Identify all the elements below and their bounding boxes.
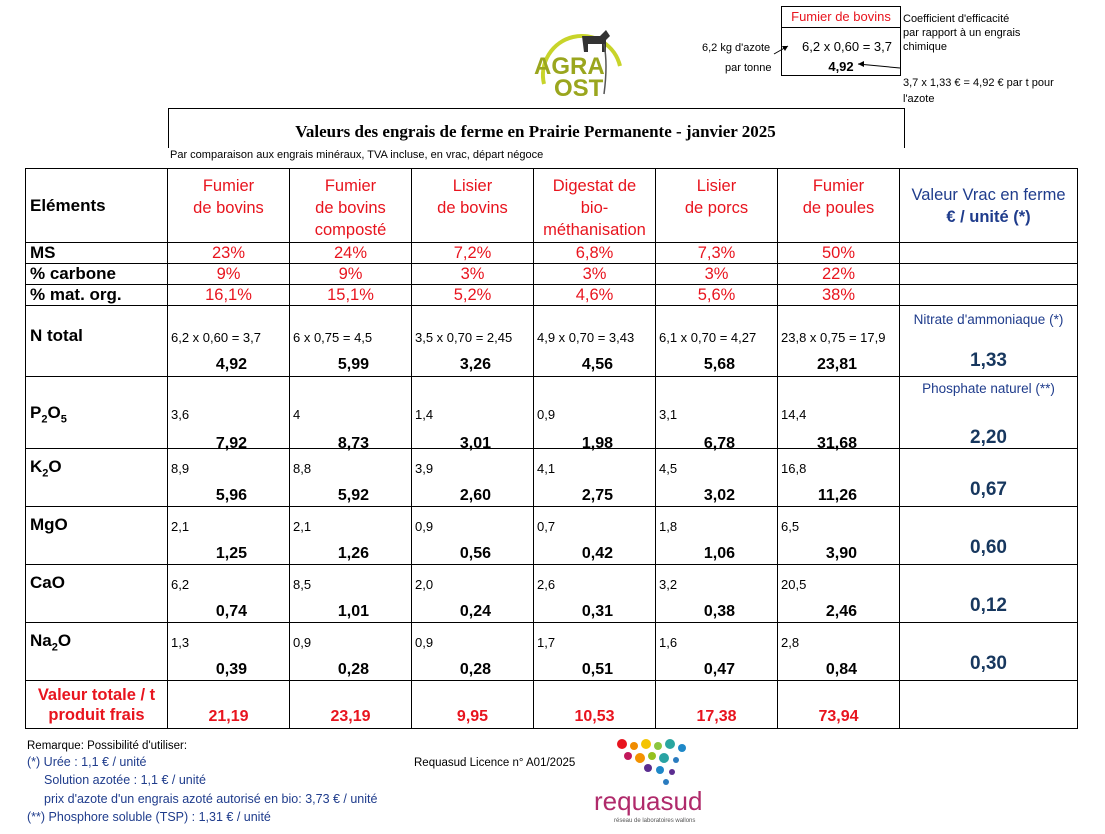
value: 11,26 xyxy=(817,487,857,504)
value: 0,51 xyxy=(581,661,613,678)
nutrient-row xyxy=(26,306,1078,377)
formula: 0,9 xyxy=(293,635,312,650)
value: 23,81 xyxy=(816,356,857,373)
ref-label: Phosphate naturel (**) xyxy=(922,381,1055,396)
formula: 23,8 x 0,75 = 17,9 xyxy=(781,330,886,345)
value: 1,26 xyxy=(337,545,369,562)
pct-cell: 9% xyxy=(290,264,412,285)
pct-cell: 38% xyxy=(778,285,900,306)
ref-empty xyxy=(900,681,1078,729)
value: 31,68 xyxy=(816,435,857,452)
formula: 2,1 xyxy=(293,519,312,534)
nutrient-cell xyxy=(168,623,290,681)
ost-text: OST xyxy=(554,75,604,102)
formula: 0,9 xyxy=(415,519,434,534)
value: 4,92 xyxy=(215,356,247,373)
nutrient-row xyxy=(26,449,1078,507)
formula: 1,8 xyxy=(659,519,678,534)
example-note-l2: par rapport à un engrais xyxy=(903,27,1021,39)
nutrient-cell xyxy=(290,623,412,681)
requasud-text: requasud xyxy=(594,786,703,816)
example-note-l3: chimique xyxy=(903,41,948,53)
nutrient-cell xyxy=(534,507,656,565)
formula: 14,4 xyxy=(781,407,807,422)
value: 1,06 xyxy=(703,545,735,562)
row-label: % carbone xyxy=(26,264,168,285)
page-subtitle: Par comparaison aux engrais minéraux, TVA incluse, en vrac, départ négoce xyxy=(170,149,544,161)
nutrient-cell xyxy=(778,565,900,623)
total-cell: 21,19 xyxy=(168,681,290,729)
formula: 2,8 xyxy=(781,635,800,650)
row-label: MS xyxy=(26,243,168,264)
example-note-l1: Coefficient d'efficacité xyxy=(903,13,1010,25)
col-header-4: Lisier de porcs xyxy=(656,169,778,243)
nutrient-label: N total xyxy=(26,306,168,377)
row-label: % mat. org. xyxy=(26,285,168,306)
formula: 4,9 x 0,70 = 3,43 xyxy=(537,330,635,345)
value: 0,39 xyxy=(215,661,247,678)
value: 2,60 xyxy=(459,487,491,504)
pct-cell: 24% xyxy=(290,243,412,264)
footer-l2: Solution azotée : 1,1 € / unité xyxy=(44,773,206,787)
footer-l1: (*) Urée : 1,1 € / unité xyxy=(27,755,147,769)
value: 0,47 xyxy=(703,661,735,678)
formula: 6,2 xyxy=(171,577,190,592)
value: 0,42 xyxy=(581,545,613,562)
example-below-l1: 3,7 x 1,33 € = 4,92 € par t pour xyxy=(903,77,1054,89)
formula: 8,8 xyxy=(293,461,312,476)
total-cell: 17,38 xyxy=(656,681,778,729)
nutrient-cell xyxy=(534,377,656,452)
formula: 6,1 x 0,70 = 4,27 xyxy=(659,330,757,345)
formula: 3,6 xyxy=(171,407,190,422)
nutrient-label: $Na_2O$ xyxy=(26,623,168,681)
nutrient-cell xyxy=(412,623,534,681)
header-row xyxy=(26,169,1078,243)
formula: 4,1 xyxy=(537,461,556,476)
pct-cell: 5,2% xyxy=(412,285,534,306)
nutrient-cell xyxy=(168,565,290,623)
formula: 6 x 0,75 = 4,5 xyxy=(293,330,373,345)
pct-cell: 5,6% xyxy=(656,285,778,306)
nutrient-cell xyxy=(412,306,534,377)
nutrient-cell xyxy=(412,377,534,452)
requasud-logo xyxy=(588,738,723,828)
formula: 2,1 xyxy=(171,519,190,534)
formula: 4,5 xyxy=(659,461,678,476)
example-left-l2: par tonne xyxy=(725,62,772,74)
value: 2,75 xyxy=(581,487,613,504)
value: 0,28 xyxy=(337,661,369,678)
nutrient-cell xyxy=(290,565,412,623)
footer-l4: (**) Phosphore soluble (TSP) : 1,31 € / unité xyxy=(27,810,271,824)
pct-cell: 4,6% xyxy=(534,285,656,306)
nutrient-cell xyxy=(656,507,778,565)
pct-cell: 23% xyxy=(168,243,290,264)
ref-value: 2,20 xyxy=(970,427,1007,448)
formula: 1,7 xyxy=(537,635,556,650)
total-cell: 73,94 xyxy=(778,681,900,729)
nutrient-row xyxy=(26,565,1078,623)
ref-value: 0,12 xyxy=(970,595,1007,616)
nutrient-cell xyxy=(412,449,534,507)
nutrient-cell xyxy=(534,449,656,507)
requasud-tagline: réseau de laboratoires wallons xyxy=(614,818,696,824)
nutrient-cell xyxy=(168,507,290,565)
nutrient-cell xyxy=(290,507,412,565)
value: 0,38 xyxy=(703,603,735,620)
value: 6,78 xyxy=(703,435,735,452)
ref-header: Valeur Vrac en ferme € / unité (*) xyxy=(900,169,1078,243)
pct-row xyxy=(26,264,1078,285)
nutrient-cell xyxy=(290,306,412,377)
pct-cell: 6,8% xyxy=(534,243,656,264)
ref-value: 0,30 xyxy=(970,653,1007,674)
value: 0,28 xyxy=(459,661,491,678)
formula: 3,9 xyxy=(415,461,434,476)
value: 0,74 xyxy=(215,603,247,620)
value: 0,84 xyxy=(825,661,857,678)
col-header-1: Fumier de bovins composté xyxy=(290,169,412,243)
nutrient-cell xyxy=(168,306,290,377)
col-header-2: Lisier de bovins xyxy=(412,169,534,243)
nutrient-cell xyxy=(534,306,656,377)
pct-cell: 16,1% xyxy=(168,285,290,306)
nutrient-cell xyxy=(656,377,778,452)
totals-label: Valeur totale / t produit frais xyxy=(26,681,168,729)
nutrient-cell xyxy=(168,377,290,452)
nutrient-cell xyxy=(656,306,778,377)
formula: 20,5 xyxy=(781,577,807,592)
value: 1,01 xyxy=(337,603,369,620)
example-arrows xyxy=(760,40,910,80)
pct-row xyxy=(26,285,1078,306)
value: 1,98 xyxy=(581,435,613,452)
formula: 4 xyxy=(293,407,301,422)
value: 2,46 xyxy=(825,603,857,620)
fertilizer-table xyxy=(25,168,1078,729)
formula: 16,8 xyxy=(781,461,807,476)
example-result: 4,92 xyxy=(828,59,854,74)
page-title: Valeurs des engrais de ferme en Prairie Permanente - janvier 2025 xyxy=(295,122,776,141)
value: 7,92 xyxy=(215,435,247,452)
ref-value-cell xyxy=(900,306,1078,377)
formula: 8,5 xyxy=(293,577,312,592)
formula: 2,6 xyxy=(537,577,556,592)
formula: 6,5 xyxy=(781,519,800,534)
ref-value-cell xyxy=(900,507,1078,565)
footer-remark: Remarque: Possibilité d'utiliser: xyxy=(27,740,188,752)
pct-cell: 3% xyxy=(412,264,534,285)
footer-l3: prix d'azote d'un engrais azoté autorisé en bio: 3,73 € / unité xyxy=(44,792,378,806)
value: 0,56 xyxy=(459,545,491,562)
formula: 0,7 xyxy=(537,519,556,534)
value: 5,96 xyxy=(215,487,247,504)
ref-empty xyxy=(900,243,1078,264)
nutrient-cell xyxy=(778,449,900,507)
formula: 1,4 xyxy=(415,407,434,422)
pct-cell: 7,3% xyxy=(656,243,778,264)
nutrient-label: $K_2O$ xyxy=(26,449,168,507)
ref-value-cell xyxy=(900,623,1078,681)
pct-cell: 9% xyxy=(168,264,290,285)
ref-empty xyxy=(900,264,1078,285)
nutrient-cell xyxy=(534,565,656,623)
totals-row xyxy=(26,681,1078,729)
nutrient-cell xyxy=(778,377,900,452)
nutrient-cell xyxy=(656,565,778,623)
nutrient-cell xyxy=(290,377,412,452)
col-header-0: Fumier de bovins xyxy=(168,169,290,243)
formula: 3,5 x 0,70 = 2,45 xyxy=(415,330,513,345)
formula: 0,9 xyxy=(537,407,556,422)
example-below-l2: l'azote xyxy=(903,93,935,105)
formula: 0,9 xyxy=(415,635,434,650)
value: 5,99 xyxy=(337,356,369,373)
nutrient-cell xyxy=(778,623,900,681)
agra-ost-logo xyxy=(524,14,634,104)
ref-value-cell xyxy=(900,377,1078,449)
nutrient-cell xyxy=(778,306,900,377)
ref-value: 0,60 xyxy=(970,537,1007,558)
nutrient-row xyxy=(26,377,1078,449)
nutrient-cell xyxy=(656,623,778,681)
value: 1,25 xyxy=(215,545,247,562)
example-calc: 6,2 x 0,60 = 3,7 xyxy=(802,39,892,54)
formula: 2,0 xyxy=(415,577,434,592)
agra-text: AGRA xyxy=(534,53,605,80)
licence-text: Requasud Licence n° A01/2025 xyxy=(414,757,576,769)
formula: 1,3 xyxy=(171,635,190,650)
nutrient-cell xyxy=(412,507,534,565)
formula: 3,1 xyxy=(659,407,678,422)
example-left-l1: 6,2 kg d'azote xyxy=(702,42,771,54)
nutrient-cell xyxy=(778,507,900,565)
value: 3,26 xyxy=(459,356,491,373)
pct-cell: 22% xyxy=(778,264,900,285)
nutrient-cell xyxy=(534,623,656,681)
nutrient-cell xyxy=(656,449,778,507)
value: 3,01 xyxy=(459,435,491,452)
total-cell: 9,95 xyxy=(412,681,534,729)
value: 5,68 xyxy=(703,356,735,373)
ref-value: 0,67 xyxy=(970,479,1007,500)
formula: 3,2 xyxy=(659,577,678,592)
ref-empty xyxy=(900,285,1078,306)
nutrient-cell xyxy=(168,449,290,507)
value: 8,73 xyxy=(337,435,369,452)
formula: 6,2 x 0,60 = 3,7 xyxy=(171,330,261,345)
example-header: Fumier de bovins xyxy=(782,7,900,28)
value: 0,31 xyxy=(581,603,613,620)
nutrient-label: $P_2O_5$ xyxy=(26,377,168,449)
elements-label: Eléments xyxy=(26,169,168,243)
pct-cell: 3% xyxy=(534,264,656,285)
nutrient-row xyxy=(26,507,1078,565)
ref-label: Nitrate d'ammoniaque (*) xyxy=(913,312,1064,327)
col-header-5: Fumier de poules xyxy=(778,169,900,243)
nutrient-label: CaO xyxy=(26,565,168,623)
nutrient-cell xyxy=(290,449,412,507)
total-cell: 23,19 xyxy=(290,681,412,729)
total-cell: 10,53 xyxy=(534,681,656,729)
pct-cell: 15,1% xyxy=(290,285,412,306)
pct-cell: 7,2% xyxy=(412,243,534,264)
col-header-3: Digestat de bio- méthanisation xyxy=(534,169,656,243)
value: 5,92 xyxy=(337,487,369,504)
nutrient-row xyxy=(26,623,1078,681)
value: 3,90 xyxy=(825,545,857,562)
formula: 1,6 xyxy=(659,635,678,650)
ref-value-cell xyxy=(900,565,1078,623)
value: 3,02 xyxy=(703,487,735,504)
pct-cell: 3% xyxy=(656,264,778,285)
pct-cell: 50% xyxy=(778,243,900,264)
value: 0,24 xyxy=(459,603,491,620)
value: 4,56 xyxy=(581,356,613,373)
ref-value-cell xyxy=(900,449,1078,507)
nutrient-label: MgO xyxy=(26,507,168,565)
nutrient-cell xyxy=(412,565,534,623)
ref-value: 1,33 xyxy=(970,350,1007,371)
formula: 8,9 xyxy=(171,461,190,476)
pct-row xyxy=(26,243,1078,264)
